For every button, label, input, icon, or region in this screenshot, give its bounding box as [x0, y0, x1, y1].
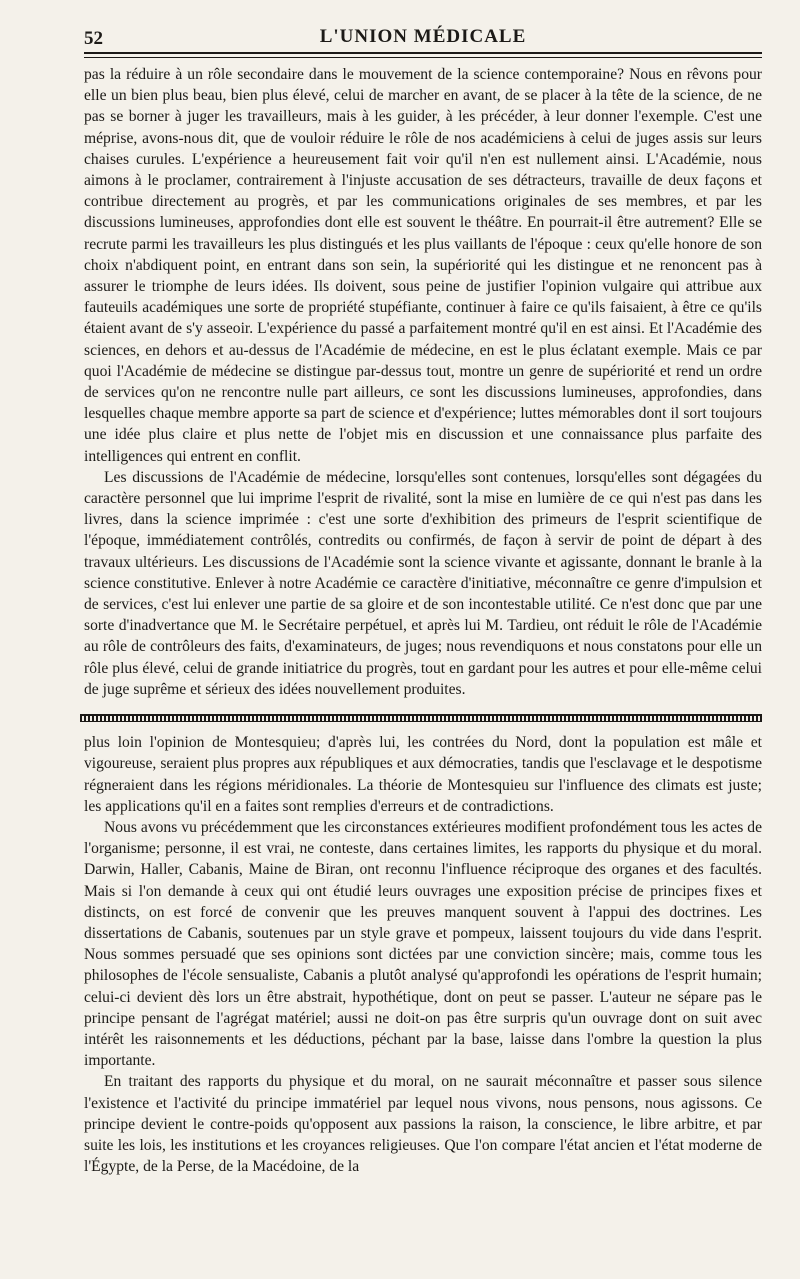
article-paragraph: Les discussions de l'Académie de médecine, lorsqu'elles sont contenues, lorsqu'elles sont dégagées du caractère personnel que lui imprime l'esprit de rivalité, sont la mise en lumière de ce qui n'est pas dans les livres, dans la science imprimée : c'est une sorte d'exhibition des primeurs de l'esprit scientifique de l'époque, immédiatement contrôlés, contredits ou confirmés, de façon à servir de point de départ à des travaux ultérieurs. Les discussions de l'Académie sont la science vivante et agissante, donnant le branle à la science constitutive. Enlever à notre Académie ce caractère d'initiative, méconnaître ce genre d'impulsion et de services, c'est lui enlever une partie de sa gloire et de son incontestable utilité. Ce n'est donc que par une sorte d'inadvertance que M. le Secrétaire perpétuel, et après lui M. Tardieu, ont réduit le rôle de l'Académie au rôle de contrôleurs des faits, d'examinateurs, de juges; nous revendiquons et nous constatons pour elle un rôle plus élevé, celui de grande initiatrice du progrès, tout en gardant pour les autres et pour elle-même celui de juge suprême et sérieux des idées nouvellement produites. [84, 468, 762, 698]
feuilleton-paragraph: En traitant des rapports du physique et du moral, on ne saurait méconnaître et passer sous silence l'existence et l'activité du principe immatériel par lequel nous vivons, nous pensons, nous agissons. Ce principe devient le contre-poids qu'opposent aux passions la raison, la conscience, le libre arbitre, et par suite les lois, les institutions et les croyances religieuses. Que l'on compare l'état ancien et l'état moderne de l'Égypte, de la Perse, de la Macédoine, de la [84, 1073, 762, 1176]
feuilleton-paragraph: Nous avons vu précédemment que les circonstances extérieures modifient profondément tous les actes de l'organisme; personne, il est vrai, ne conteste, dans certaines limites, les rapports du physique et du moral. Darwin, Haller, Cabanis, Maine de Biran, ont reconnu l'influence réciproque des organes et des facultés. Mais si l'on demande à ceux qui ont étudié leurs ouvrages une exposition précise de principes fixes et distincts, on est forcé de convenir que les preuves manquent souvent à l'appui des doctrines. Les dissertations de Cabanis, soutenues par un style grave et pompeux, laissent toujours du vide dans l'esprit. Nous sommes persuadé que ses opinions sont dictées par une conviction sincère; mais, comme tous les philosophes de l'école sensualiste, Cabanis a plutôt analysé qu'approfondi les opérations de l'esprit humain; celui-ci devient dès lors un être abstrait, hypothétique, dont on peut se passer. L'auteur ne sépare pas le principe pensant de l'agrégat matériel; aussi ne doit-on pas être surpris qu'un ouvrage dont on suit avec intérêt les raisonnements et les déductions, péchant par la base, laisse dans l'ombre la question la plus importante. [84, 818, 762, 1070]
page-header [84, 18, 762, 54]
feuilleton-divider [80, 714, 762, 722]
main-article [84, 64, 762, 700]
header-rule [84, 57, 762, 58]
page-number: 52 [84, 28, 103, 49]
feuilleton-paragraph: plus loin l'opinion de Montesquieu; d'après lui, les contrées du Nord, dont la population est mâle et vigoureuse, seraient plus propres aux républiques et aux démocraties, tandis que l'esclavage et le despotisme régneraient dans les régions méridionales. La théorie de Montesquieu sur l'influence des climats est juste; les applications qu'il en a faites sont remplies d'erreurs et de contradictions. [84, 734, 762, 815]
article-paragraph: pas la réduire à un rôle secondaire dans le mouvement de la science contemporaine? Nous en rêvons pour elle un bien plus beau, bien plus élevé, celui de marcher en avant, de se placer à la tête de la science, de ne pas se borner à juger les travailleurs, mais à les guider, à les précéder, à leur donner l'exemple. C'est une méprise, avons-nous dit, que de vouloir réduire le rôle de nos académiciens à celui de juges assis sur leurs chaises curules. L'expérience a heureusement fait voir qu'il n'en est nullement ainsi. L'Académie, nous aimons à le proclamer, contrairement à l'injuste accusation de ses détracteurs, travaille de deux façons et contribue directement au progrès, et par les communications originales de ses membres, et par les discussions lumineuses, approfondies dont elle est souvent le théâtre. En pourrait-il être autrement? Elle se recrute parmi les travailleurs les plus distingués et les plus vaillants de l'époque : ceux qu'elle honore de son choix n'abdiquent point, en entrant dans son sein, la supériorité qui les distingue et ne renoncent pas à assurer le triomphe de leurs idées. Ils doivent, sous peine de justifier l'opinion vulgaire qui attribue aux fauteuils académiques une sorte de propriété stupéfiante, continuer à faire ce qu'ils faisaient, à être ce qu'ils étaient avant de s'y asseoir. L'expérience du passé a parfaitement montré qu'il en est ainsi. Et l'Académie des sciences, en dehors et au-dessus de l'Académie de médecine, en est le plus éclatant exemple. Mais ce par quoi l'Académie de médecine se distingue par-dessus tout, montre un genre de supériorité et rend un ordre de services qu'on ne rencontre nulle part ailleurs, ce sont les discussions lumineuses, approfondies, dans lesquelles chaque membre apporte sa part de science et d'expérience; luttes mémorables dont il sort toujours une idée plus claire et plus nette de l'objet mis en discussion et une connaissance plus parfaite des intelligences qui entrent en conflit. [84, 66, 762, 465]
running-title: L'UNION MÉDICALE [319, 26, 527, 47]
feuilleton-section [84, 732, 762, 1177]
